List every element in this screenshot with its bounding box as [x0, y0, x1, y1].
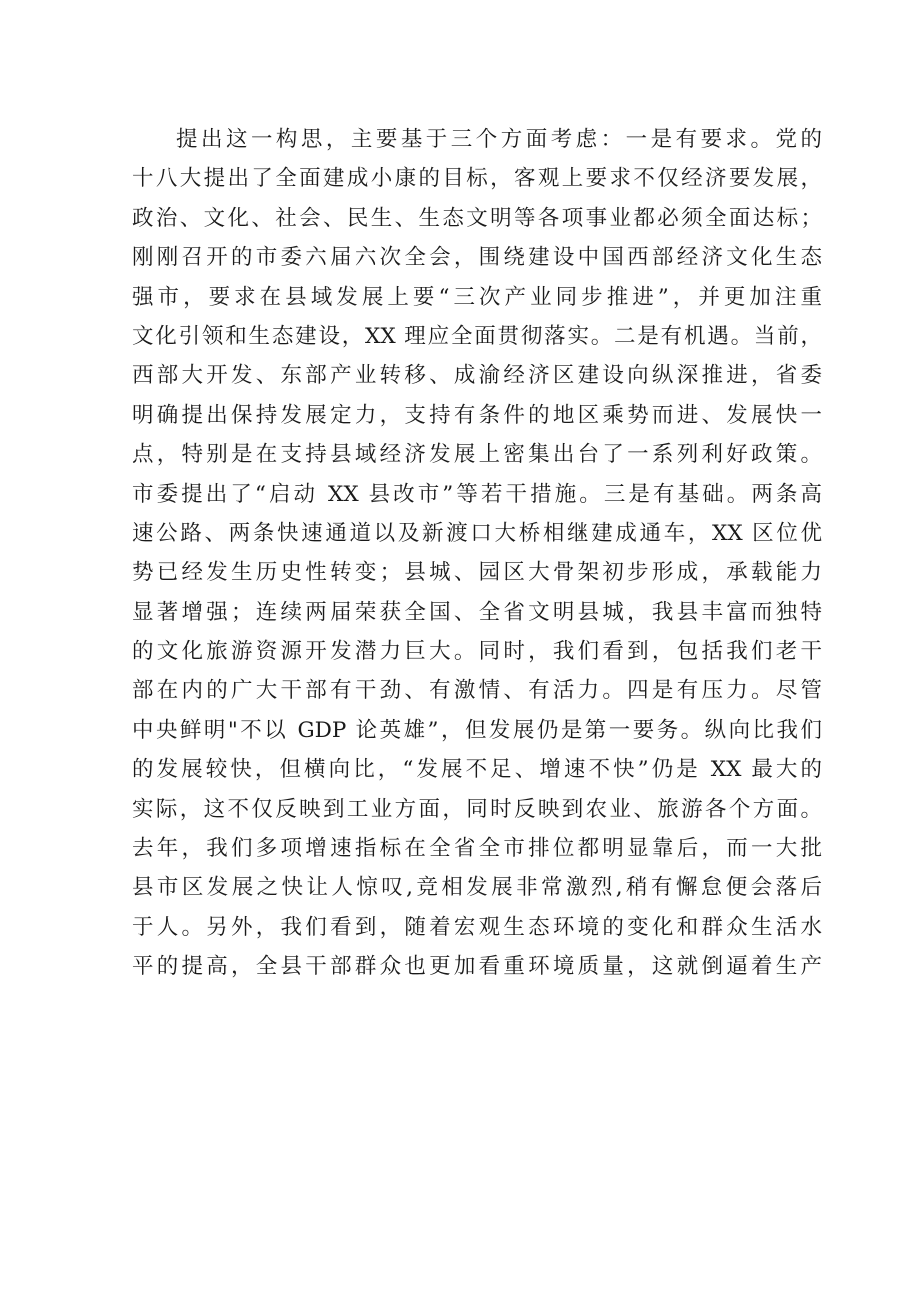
text-line: 实际，这不仅反映到工业方面，同时反映到农业、旅游各个方面。: [132, 796, 822, 822]
text-line: 平的提高，全县干部群众也更加看重环境质量，这就倒逼着生产: [132, 954, 822, 980]
text-line: 强市，要求在县域发展上要“三次产业同步推进”，并更加注重: [132, 284, 822, 310]
text-line: 中央鲜明"不以 GDP 论英雄”，但发展仍是第一要务。纵向比我们: [132, 717, 822, 743]
text-line: 点，特别是在支持县域经济发展上密集出台了一系列利好政策。: [132, 442, 822, 468]
text-line: 速公路、两条快速通道以及新渡口大桥相继建成通车，XX 区位优: [132, 520, 822, 546]
text-line: 的发展较快，但横向比，“发展不足、增速不快”仍是 XX 最大的: [132, 757, 822, 783]
text-line: 于人。另外，我们看到，随着宏观生态环境的变化和群众生活水: [132, 914, 822, 940]
text-line: 县市区发展之快让人惊叹,竞相发展非常激烈,稍有懈怠便会落后: [132, 875, 822, 901]
text-line: 明确提出保持发展定力，支持有条件的地区乘势而进、发展快一: [132, 402, 822, 428]
text-line: 显著增强；连续两届荣获全国、全省文明县城，我县丰富而独特: [132, 599, 822, 625]
text-line: 政治、文化、社会、民生、生态文明等各项事业都必须全面达标；: [132, 205, 822, 231]
text-line: 文化引领和生态建设，XX 理应全面贯彻落实。二是有机遇。当前，: [132, 323, 822, 349]
text-line: 十八大提出了全面建成小康的目标，客观上要求不仅经济要发展，: [132, 166, 822, 192]
text-line: 西部大开发、东部产业转移、成渝经济区建设向纵深推进，省委: [132, 363, 822, 389]
text-line: 去年，我们多项增速指标在全省全市排位都明显靠后，而一大批: [132, 836, 822, 862]
text-line: 的文化旅游资源开发潜力巨大。同时，我们看到，包括我们老干: [132, 639, 822, 665]
text-line: 势已经发生历史性转变；县城、园区大骨架初步形成，承载能力: [132, 560, 822, 586]
text-line: 刚刚召开的市委六届六次全会，围绕建设中国西部经济文化生态: [132, 245, 822, 271]
text-line: 市委提出了“启动 XX 县改市”等若干措施。三是有基础。两条高: [132, 481, 822, 507]
text-line: 提出这一构思，主要基于三个方面考虑：一是有要求。党的: [176, 127, 822, 152]
paragraph: [132, 120, 822, 987]
text-line: 部在内的广大干部有干劲、有激情、有活力。四是有压力。尽管: [132, 678, 822, 704]
